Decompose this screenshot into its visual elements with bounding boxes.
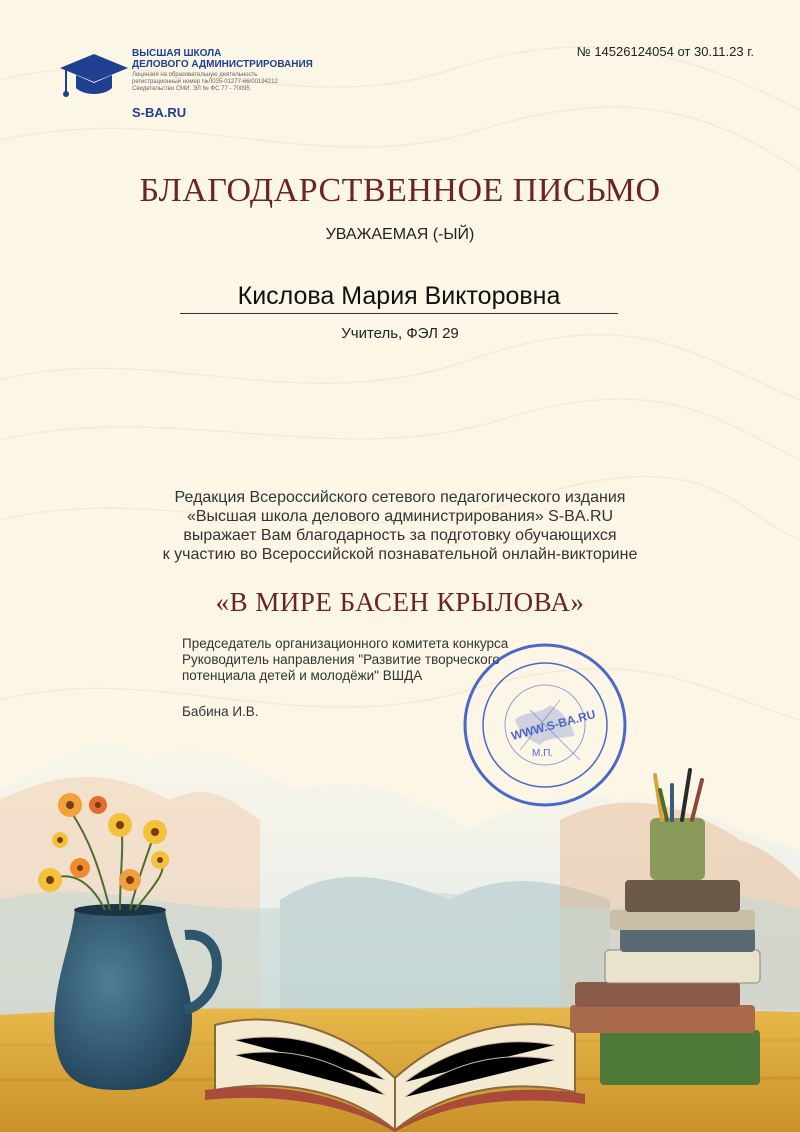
- body-text: [0, 488, 800, 564]
- signature-line: Председатель организационного комитета конкурса: [182, 636, 509, 651]
- official-stamp: [460, 640, 630, 810]
- logo-title: ВЫСШАЯ ШКОЛА ДЕЛОВОГО АДМИНИСТРИРОВАНИЯ: [132, 48, 313, 70]
- signature-line: потенциала детей и молодёжи" ВШДА: [182, 668, 423, 683]
- body-line: «Высшая школа делового администрирования» S-BA.RU: [186, 508, 614, 525]
- document-number: № 14526124054 от 30.11.23 г.: [576, 44, 754, 59]
- contest-name: «В МИРЕ БАСЕН КРЫЛОВА»: [215, 587, 585, 617]
- document-title: БЛАГОДАРСТВЕННОЕ ПИСЬМО: [139, 172, 661, 209]
- signature-line: Руководитель направления "Развитие творческого: [182, 652, 500, 667]
- signer-name: Бабина И.В.: [182, 704, 259, 719]
- graduation-cap-icon: [58, 50, 130, 102]
- salutation: УВАЖАЕМАЯ (-ЫЙ): [325, 226, 475, 243]
- stamp-mp: М.П.: [532, 748, 554, 759]
- recipient-name: Кислова Мария Викторовна: [180, 282, 618, 314]
- recipient-position: Учитель, ФЭЛ 29: [341, 325, 459, 342]
- logo-site-link[interactable]: S-BA.RU: [132, 105, 187, 120]
- body-line: к участию во Всероссийской познавательной онлайн-викторине: [162, 546, 638, 563]
- publisher-logo[interactable]: [58, 44, 328, 124]
- logo-license: Лицензия на образовательную деятельность регистрационный номер №Л035-01277-66/00194212 Свидетельство СМИ: ЭЛ № ФС 77 - 70095: [132, 72, 278, 92]
- body-line: Редакция Всероссийского сетевого педагогического издания: [174, 489, 626, 506]
- stamp-site: WWW.S-BA.RU: [509, 707, 597, 743]
- body-line: выражает Вам благодарность за подготовку обучающихся: [183, 527, 617, 544]
